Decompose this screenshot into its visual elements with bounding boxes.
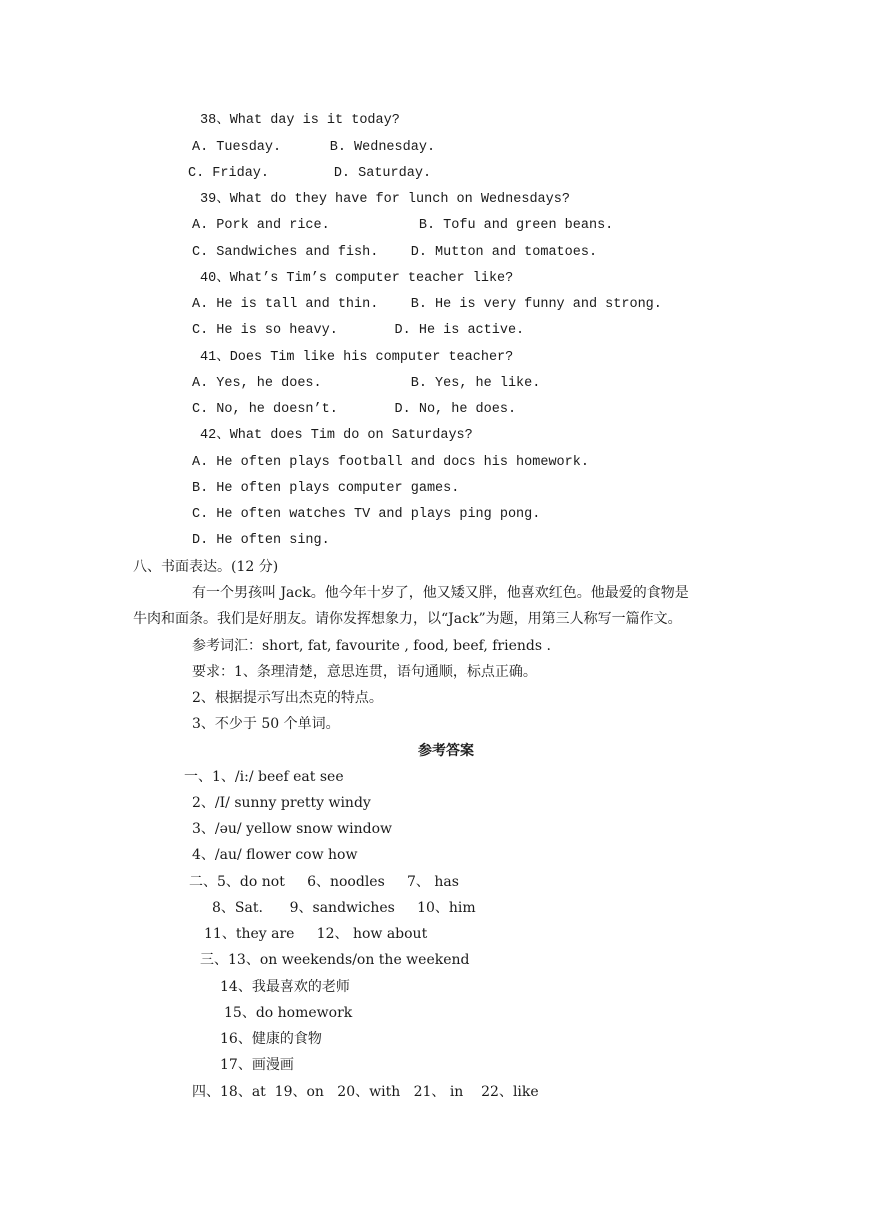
writing-requirement-3: 3、不少于 50 个单词。 (192, 716, 340, 732)
answer-1-2: 2、/I/ sunny pretty windy (192, 795, 371, 811)
q42-option-d: D. He often sing. (192, 533, 330, 548)
answer-3-4: 16、健康的食物 (220, 1031, 322, 1047)
writing-heading: 八、书面表达。(12 分) (133, 559, 279, 575)
q39-options-ab: A. Pork and rice. B. Tofu and green beans. (192, 218, 614, 233)
writing-prompt-line1: 有一个男孩叫 Jack。他今年十岁了，他又矮又胖，他喜欢红色。他最爱的食物是 (192, 585, 689, 601)
q42-option-c: C. He often watches TV and plays ping pong. (192, 507, 541, 522)
q40-options-cd: C. He is so heavy. D. He is active. (192, 323, 525, 338)
answer-2-2: 8、Sat. 9、sandwiches 10、him (212, 900, 476, 916)
q38-options-cd: C. Friday. D. Saturday. (188, 166, 432, 181)
answer-3-5: 17、画漫画 (220, 1057, 294, 1073)
answer-4-1: 四、18、at 19、on 20、with 21、 in 22、like (192, 1084, 539, 1100)
writing-requirement-2: 2、根据提示写出杰克的特点。 (192, 690, 383, 706)
question-41: 41、Does Tim like his computer teacher? (200, 350, 514, 365)
answer-3-2: 14、我最喜欢的老师 (220, 979, 350, 995)
question-40: 40、What’s Tim’s computer teacher like? (200, 271, 514, 286)
q41-options-ab: A. Yes, he does. B. Yes, he like. (192, 376, 541, 391)
question-42: 42、What does Tim do on Saturdays? (200, 428, 473, 443)
q42-option-b: B. He often plays computer games. (192, 481, 460, 496)
q40-options-ab: A. He is tall and thin. B. He is very funny and strong. (192, 297, 662, 312)
q38-options-ab: A. Tuesday. B. Wednesday. (192, 140, 436, 155)
answer-1-1: 一、1、/i:/ beef eat see (184, 769, 344, 785)
question-38: 38、What day is it today? (200, 113, 400, 128)
answer-2-1: 二、5、do not 6、noodles 7、 has (189, 874, 459, 890)
answer-1-4: 4、/au/ flower cow how (192, 847, 358, 863)
q41-options-cd: C. No, he doesn’t. D. No, he does. (192, 402, 517, 417)
answers-title: 参考答案 (418, 743, 474, 759)
question-39: 39、What do they have for lunch on Wednesdays? (200, 192, 570, 207)
answer-2-3: 11、they are 12、 how about (204, 926, 428, 942)
writing-prompt-line2: 牛肉和面条。我们是好朋友。请你发挥想象力，以“Jack”为题，用第三人称写一篇作文。 (133, 611, 682, 627)
answer-1-3: 3、/əu/ yellow snow window (192, 821, 393, 837)
writing-vocab: 参考词汇：short, fat, favourite , food, beef, friends . (192, 638, 551, 654)
q39-options-cd: C. Sandwiches and fish. D. Mutton and tomatoes. (192, 245, 598, 260)
answer-3-3: 15、do homework (224, 1005, 353, 1021)
answer-3-1: 三、13、on weekends/on the weekend (200, 952, 470, 968)
q42-option-a: A. He often plays football and docs his homework. (192, 455, 589, 470)
writing-requirement-1: 要求：1、条理清楚，意思连贯，语句通顺，标点正确。 (192, 664, 537, 680)
